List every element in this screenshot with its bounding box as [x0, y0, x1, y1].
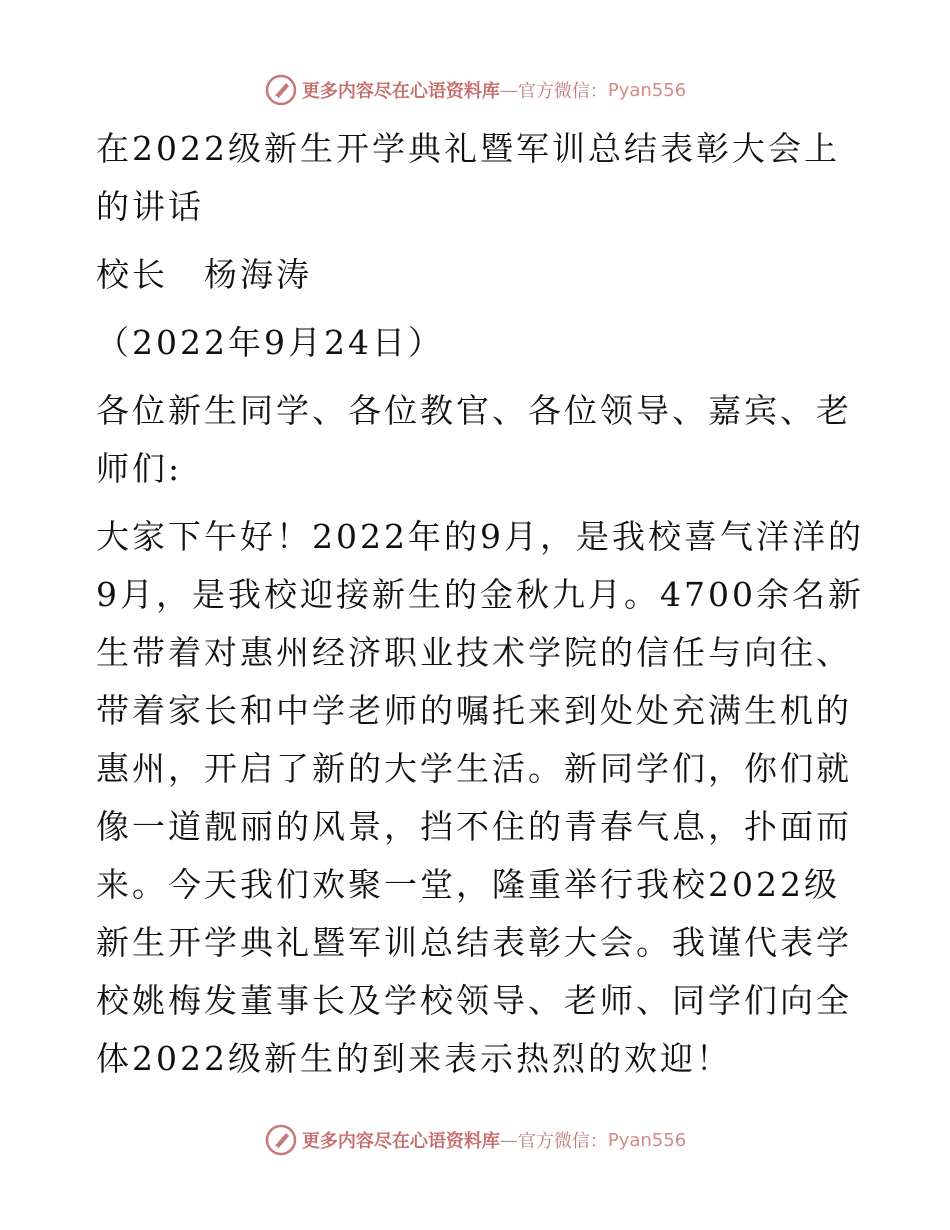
watermark-brand: 更多内容尽在心语资料库: [301, 1131, 500, 1152]
document-body: [96, 120, 866, 1088]
watermark-brand: 更多内容尽在心语资料库: [301, 81, 500, 102]
document-date: （2022年9月24日）: [96, 323, 444, 362]
watermark-label: 官方微信：: [517, 1131, 608, 1152]
watermark-header: [0, 70, 950, 110]
watermark-separator: —: [499, 1129, 518, 1151]
document-title: 在2022级新生开学典礼暨军训总结表彰大会上的讲话: [96, 129, 840, 226]
watermark-footer: [0, 1120, 950, 1160]
pen-nib-seal-icon: [264, 73, 298, 107]
document-salutation: 各位新生同学、各位教官、各位领导、嘉宾、老师们:: [96, 391, 852, 488]
document-author: 校长 杨海涛: [96, 255, 312, 294]
watermark-account: Pyan556: [607, 79, 687, 101]
watermark-label: 官方微信：: [517, 81, 608, 102]
watermark-separator: —: [499, 79, 518, 101]
watermark-account: Pyan556: [607, 1129, 687, 1151]
pen-nib-seal-icon: [264, 1123, 298, 1157]
document-paragraph: 大家下午好！2022年的9月，是我校喜气洋洋的9月，是我校迎接新生的金秋九月。4700余名新生带着对惠州经济职业技术学院的信任与向往、带着家长和中学老师的嘱托来到处处充满生机的惠州，开启了新的大学生活。新同学们，你们就像一道靓丽的风景，挡不住的青春气息，扑面而来。今天我们欢聚一堂，隆重举行我校2022级新生开学典礼暨军训总结表彰大会。我谨代表学校姚梅发董事长及学校领导、老师、同学们向全体2022级新生的到来表示热烈的欢迎！: [96, 517, 864, 1078]
